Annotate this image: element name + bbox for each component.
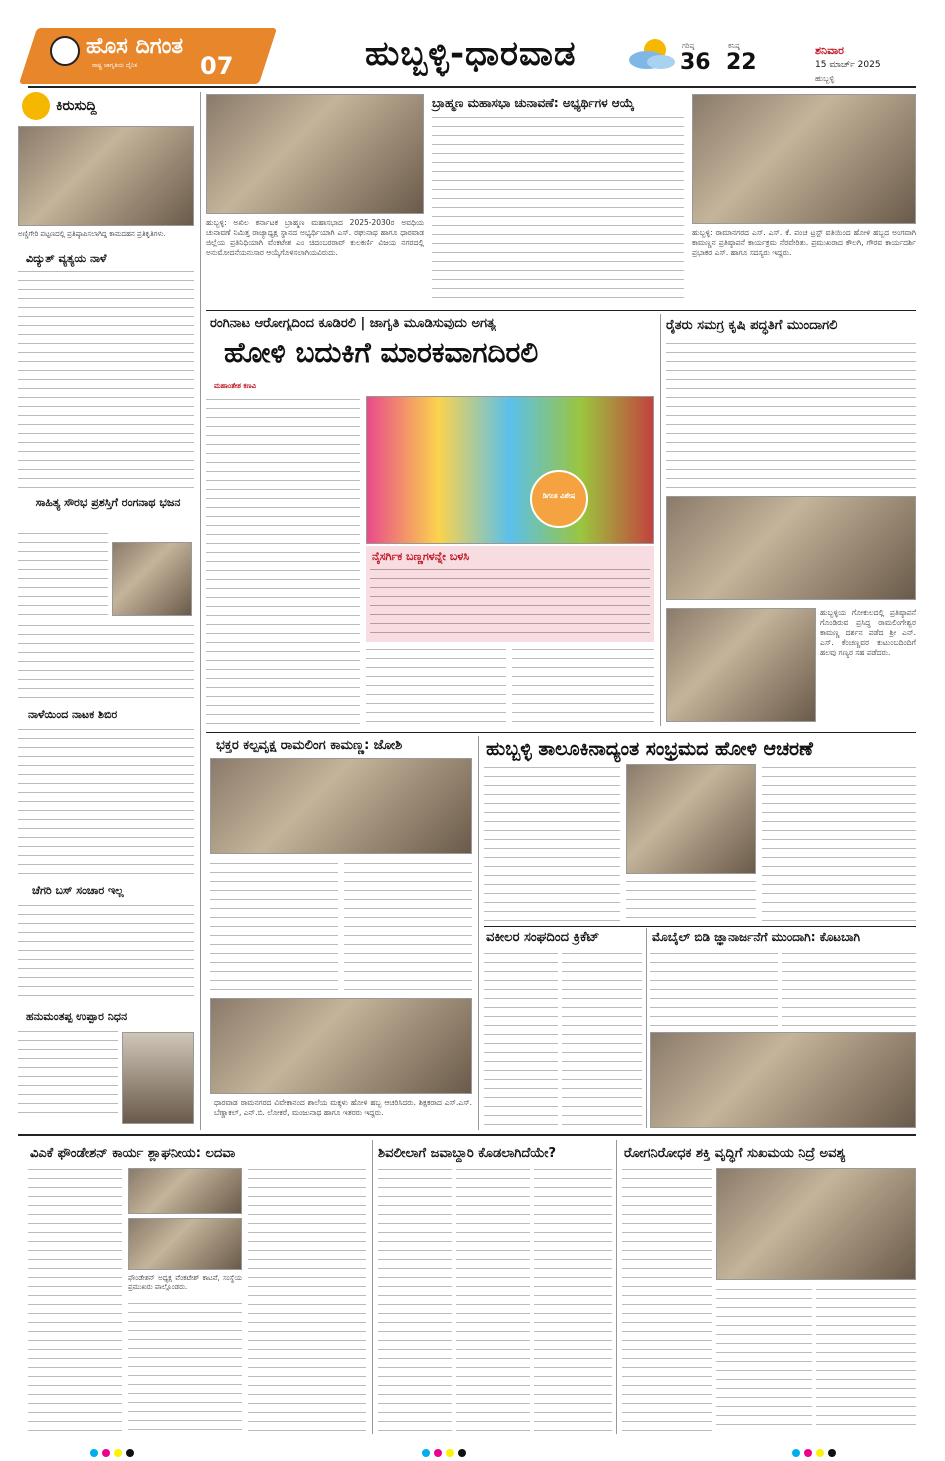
vak-body-1 [28, 1166, 122, 1432]
kamadahana-photo [18, 126, 194, 226]
vak-photo-caption: ಫೌಂಡೇಶನ್ ಅಧ್ಯಕ್ಷ ವೆಂಕಟೇಶ್ ಕಾಟವೆ, ಸಂಸ್ಥೆಯ ಪ್ರಮುಖರು ಪಾಲ್ಗೊಂಡರು. [128, 1274, 242, 1291]
award-headline: ಸಾಹಿತ್ಯ ಸೌರಭ ಪ್ರಶಸ್ತಿಗೆ ರಂಗನಾಥ ಭಜನ [35, 496, 181, 509]
shivaleela-headline: ಶಿವಲೀಲಾಗೆ ಜವಾಬ್ದಾರಿ ಕೊಡಲಾಗಿದೆಯೇ? [378, 1146, 557, 1161]
vakeel-headline: ವಕೀಲರ ಸಂಘದಿಂದ ಕ್ರಿಕೆಟ್ [486, 930, 600, 945]
logo-text: ಹೊಸ ದಿಗಂತ [86, 34, 184, 59]
date: 15 ಮಾರ್ಚ್ 2025 [815, 60, 881, 70]
bottom-rule [18, 1134, 916, 1136]
farm-photo-caption: ಹುಬ್ಬಳ್ಳಿಯ ಗೋಕುಲದಲ್ಲಿ ಪ್ರತಿಷ್ಠಾಪನೆ ಗೊಂಡಿರುವ ಪ್ರಸಿದ್ಧ ರಾಮಲಿಂಗೇಶ್ವರ ಕಾಮಣ್ಣ ದರ್ಶನ ಪಡೆದ ಶ್ರೀ ಎನ್. ಎಸ್. ಕೆಂಚಣ್ಣವರ ಕುಟುಂಬದಿಂದಿಗೆ ಹಲವು ಗಣ್ಯರ ಸಹ ಪಡೆದರು. [820, 608, 916, 657]
bus-body [18, 902, 194, 1004]
vakeel-divider [646, 928, 647, 1128]
city: ಹುಬ್ಬಳ್ಳಿ [815, 74, 835, 83]
sleep-body-2 [716, 1286, 812, 1432]
max-temp: 36 [680, 50, 711, 75]
ranganath-photo [112, 542, 192, 616]
ramalinga-headline: ಭಕ್ತರ ಕಲ್ಪವೃಕ್ಷ ರಾಮಲಿಂಗ ಕಾಮಣ್ಣ: ಜೋಶಿ [216, 738, 403, 753]
vak-photo-2 [128, 1218, 242, 1270]
mid-rule [206, 732, 916, 733]
sleep-body-3 [816, 1286, 916, 1432]
school-holi-caption: ಧಾರವಾಡ ರಾಮನಗರದ ವಿವೇಕಾನಂದ ಶಾಲೆಯ ಮಕ್ಕಳು ಹೋಳಿ ಹಬ್ಬ ಆಚರಿಸಿದರು. ಶಿಕ್ಷಕರಾದ ಎಸ್.ಎಸ್. ಬೆಣ್ಣಾಕಲ್, ಎನ್.ಬಿ. ಲೋಕರೆ, ಮಂಜುನಾಥ ಹಾಗೂ ಇತರರು ಇದ್ದರು. [214, 1098, 472, 1117]
masthead [0, 0, 945, 86]
ramalinga-body-2 [344, 860, 472, 994]
taluk-body-1 [484, 764, 620, 922]
registration-marks-left [88, 1442, 136, 1461]
farm-divider [660, 314, 661, 726]
vakeel-body-2 [562, 950, 642, 1128]
sleep-headline: ರೋಗನಿರೋಧಕ ಶಕ್ತಿ ವೃದ್ಧಿಗೆ ಸುಖಮಯ ನಿದ್ರೆ ಅವಶ್ಯ [624, 1146, 846, 1161]
mobile-event-photo [650, 1032, 916, 1128]
taluk-holi-headline: ಹುಬ್ಬಳ್ಳಿ ತಾಲೂಕಿನಾದ್ಯಂತ ಸಂಭ್ರಮದ ಹೋಳಿ ಆಚರಣೆ [486, 738, 813, 760]
drama-camp-headline: ನಾಳೆಯಿಂದ ನಾಟಕ ಶಿಬಿರ [28, 708, 118, 721]
kamanna-idol-photo [626, 764, 756, 874]
kirusuddi-icon [22, 92, 50, 120]
weather-icon [625, 36, 679, 72]
registration-marks-right [790, 1442, 838, 1461]
shivaleela-body-3 [534, 1166, 612, 1432]
taluk-body-2 [626, 878, 756, 922]
vakeel-body-1 [484, 950, 558, 1128]
max-temp-label: ಗರಿಷ್ಠ [682, 42, 695, 50]
bottom-divider-1 [372, 1140, 373, 1434]
trust-event-photo [692, 94, 916, 224]
registration-marks-center [420, 1442, 468, 1461]
power-cut-headline: ವಿದ್ಯುತ್ ವ್ಯತ್ಯಯ ನಾಳೆ [26, 252, 107, 265]
kirusuddi-column [18, 90, 198, 1130]
brahmin-headline: ಬ್ರಾಹ್ಮಣ ಮಹಾಸಭಾ ಚುನಾವಣೆ: ಅಭ್ಯರ್ಥಿಗಳ ಆಯ್ಕೆ [432, 96, 635, 110]
farm-headline: ರೈತರು ಸಮಗ್ರ ಕೃಷಿ ಪದ್ಧತಿಗೆ ಮುಂದಾಗಲಿ [666, 318, 838, 333]
kamadahana-caption: ಅಣ್ಣಿಗೇರಿ ಪಟ್ಟಣದಲ್ಲಿ ಪ್ರತಿಷ್ಠಾಪಿಸಲಾಗಿದ್ದ ಕಾಮದಹನ ಪ್ರತಿಕೃತಿಗಳು. [18, 230, 166, 238]
holi-headline: ಹೋಳಿ ಬದುಕಿಗೆ ಮಾರಕವಾಗದಿರಲಿ [224, 336, 539, 369]
ramalinga-photo [666, 608, 816, 722]
top-row-rule [206, 310, 916, 311]
school-holi-photo [210, 998, 472, 1094]
bus-headline: ಚೆಗರಿ ಬಸ್ ಸಂಚಾರ ಇಲ್ಲ [32, 884, 124, 897]
brahmin-body [432, 114, 684, 302]
farm-event-photo [666, 496, 916, 600]
drama-camp-body [18, 726, 194, 876]
taluk-body-3 [762, 764, 916, 922]
holi-byline: ಮಹಾಂತೇಶ ಕಣವಿ [214, 382, 256, 390]
vak-photo-1 [128, 1168, 242, 1214]
mobile-body-2 [782, 950, 916, 1028]
section3-inner-rule [484, 926, 916, 927]
award-body-2 [18, 622, 194, 700]
masthead-rule [28, 86, 916, 88]
sleep-walkathon-photo [716, 1168, 916, 1280]
left-column-divider [200, 92, 201, 1130]
mobile-headline: ಮೊಬೈಲ್ ಬಿಡಿ ಜ್ಞಾನಾರ್ಜನೆಗೆ ಮುಂದಾಗಿ: ಕೊಟಬಾಗಿ [652, 930, 861, 944]
natural-colors-body [370, 566, 650, 638]
obituary-headline: ಹನುಮಂತಪ್ಪ ಉಪ್ಪಾರ ನಿಧನ [26, 1010, 128, 1023]
brahmin-photo-caption: ಹುಬ್ಬಳ್ಳಿ: ಅಖಿಲ ಕರ್ನಾಟಕ ಬ್ರಾಹ್ಮಣ ಮಹಾಸಭಾದ 2025-2030ರ ಅವಧಿಯ ಚುನಾವಣೆ ನಿಮಿತ್ತ ರಾಜ್ಯಾಧ್ಯಕ್ಷ ಸ್ಥಾನದ ಅಭ್ಯರ್ಥಿಯಾಗಿ ಎಸ್. ರಘುನಾಥ ಹಾಗೂ ಧಾರವಾಡ ಜಿಲ್ಲೆಯ ಪ್ರತಿನಿಧಿಯಾಗಿ ವೆಂಕಟೇಶ ಎಂ ಚಿದಂಬರರಾವ್ ಕುಲಕರ್ಣಿ ವಿಜಯ ನಗರದಲ್ಲಿ ಅನುಮೋದನೆಯನುಸಾರ ಆಯ್ಕೆಗೊಳಿಸಲಾಗಿಯವಿರುದು. [206, 218, 424, 257]
vak-headline: ವಿಎಕೆ ಫೌಂಡೇಶನ್ ಕಾರ್ಯ ಶ್ಲಾಘನೀಯ: ಲದವಾ [30, 1146, 236, 1161]
joshi-photo [210, 758, 472, 854]
holi-colors-photo [366, 396, 654, 544]
edition-title: ಹುಬ್ಬಳ್ಳಿ-ಧಾರವಾಡ [365, 34, 577, 74]
holi-kicker: ರಂಗಿನಾಟ ಆರೋಗ್ಯದಿಂದ ಕೂಡಿರಲಿ | ಜಾಗೃತಿ ಮೂಡಿಸುವುದು ಅಗತ್ಯ [210, 316, 496, 331]
kirusuddi-label: ಕಿರುಸುದ್ದಿ [56, 98, 97, 114]
obituary-body [18, 1028, 118, 1118]
bottom-divider-2 [616, 1140, 617, 1434]
page-number: 07 [200, 52, 234, 80]
min-temp-label: ಕನಿಷ್ಠ [728, 42, 740, 50]
vak-body-3 [248, 1166, 366, 1432]
section3-divider [478, 736, 479, 1130]
logo-emblem-icon [50, 36, 80, 66]
holi-body-col1 [206, 396, 360, 724]
sleep-body-1 [622, 1166, 712, 1432]
ramalinga-body-1 [210, 860, 338, 994]
trust-caption: ಹುಬ್ಬಳ್ಳಿ: ರಾಮಾನಗರದ ಎಸ್. ಎಸ್. ಕೆ. ಪಂಚ ಟ್ರಸ್ಟ್ ವತಿಯಿಂದ ಹೋಳಿ ಹಬ್ಬದ ಅಂಗವಾಗಿ ಕಾಮಣ್ಣನ ಪ್ರತಿಷ್ಠಾಪನೆ ಕಾರ್ಯಕ್ರಮ ನೆರವೇರಿತು. ಪ್ರಮುಖರಾದ ಕೌಲಗಿ, ಗೌರವ ಕಾರ್ಯದರ್ಶಿ ಪ್ರಭಾಕರ ಎಸ್. ಹಾಗೂ ಸದಸ್ಯರು ಇದ್ದರು. [692, 228, 916, 257]
shivaleela-body-1 [378, 1166, 452, 1432]
holi-body-col3 [512, 646, 654, 726]
holi-body-col2 [366, 646, 506, 726]
mobile-body-1 [650, 950, 778, 1028]
brahmin-meeting-photo [206, 94, 424, 214]
badge-text: ಡಿಗಂತ ವಿಶೇಷ [542, 492, 576, 500]
min-temp: 22 [726, 50, 757, 75]
logo-tagline: ರಾಷ್ಟ್ರ ಜಾಗೃತಿಯ ದೈನಿಕ [92, 62, 138, 69]
obituary-photo [122, 1032, 194, 1124]
shivaleela-body-2 [456, 1166, 530, 1432]
power-cut-body [18, 268, 194, 490]
natural-colors-title: ನೈಸರ್ಗಿಕ ಬಣ್ಣಗಳನ್ನೇ ಬಳಸಿ [372, 550, 470, 563]
vak-body-2 [128, 1300, 242, 1432]
award-body [18, 530, 108, 620]
day: ಶನಿವಾರ [815, 44, 844, 57]
farm-body [666, 340, 916, 490]
